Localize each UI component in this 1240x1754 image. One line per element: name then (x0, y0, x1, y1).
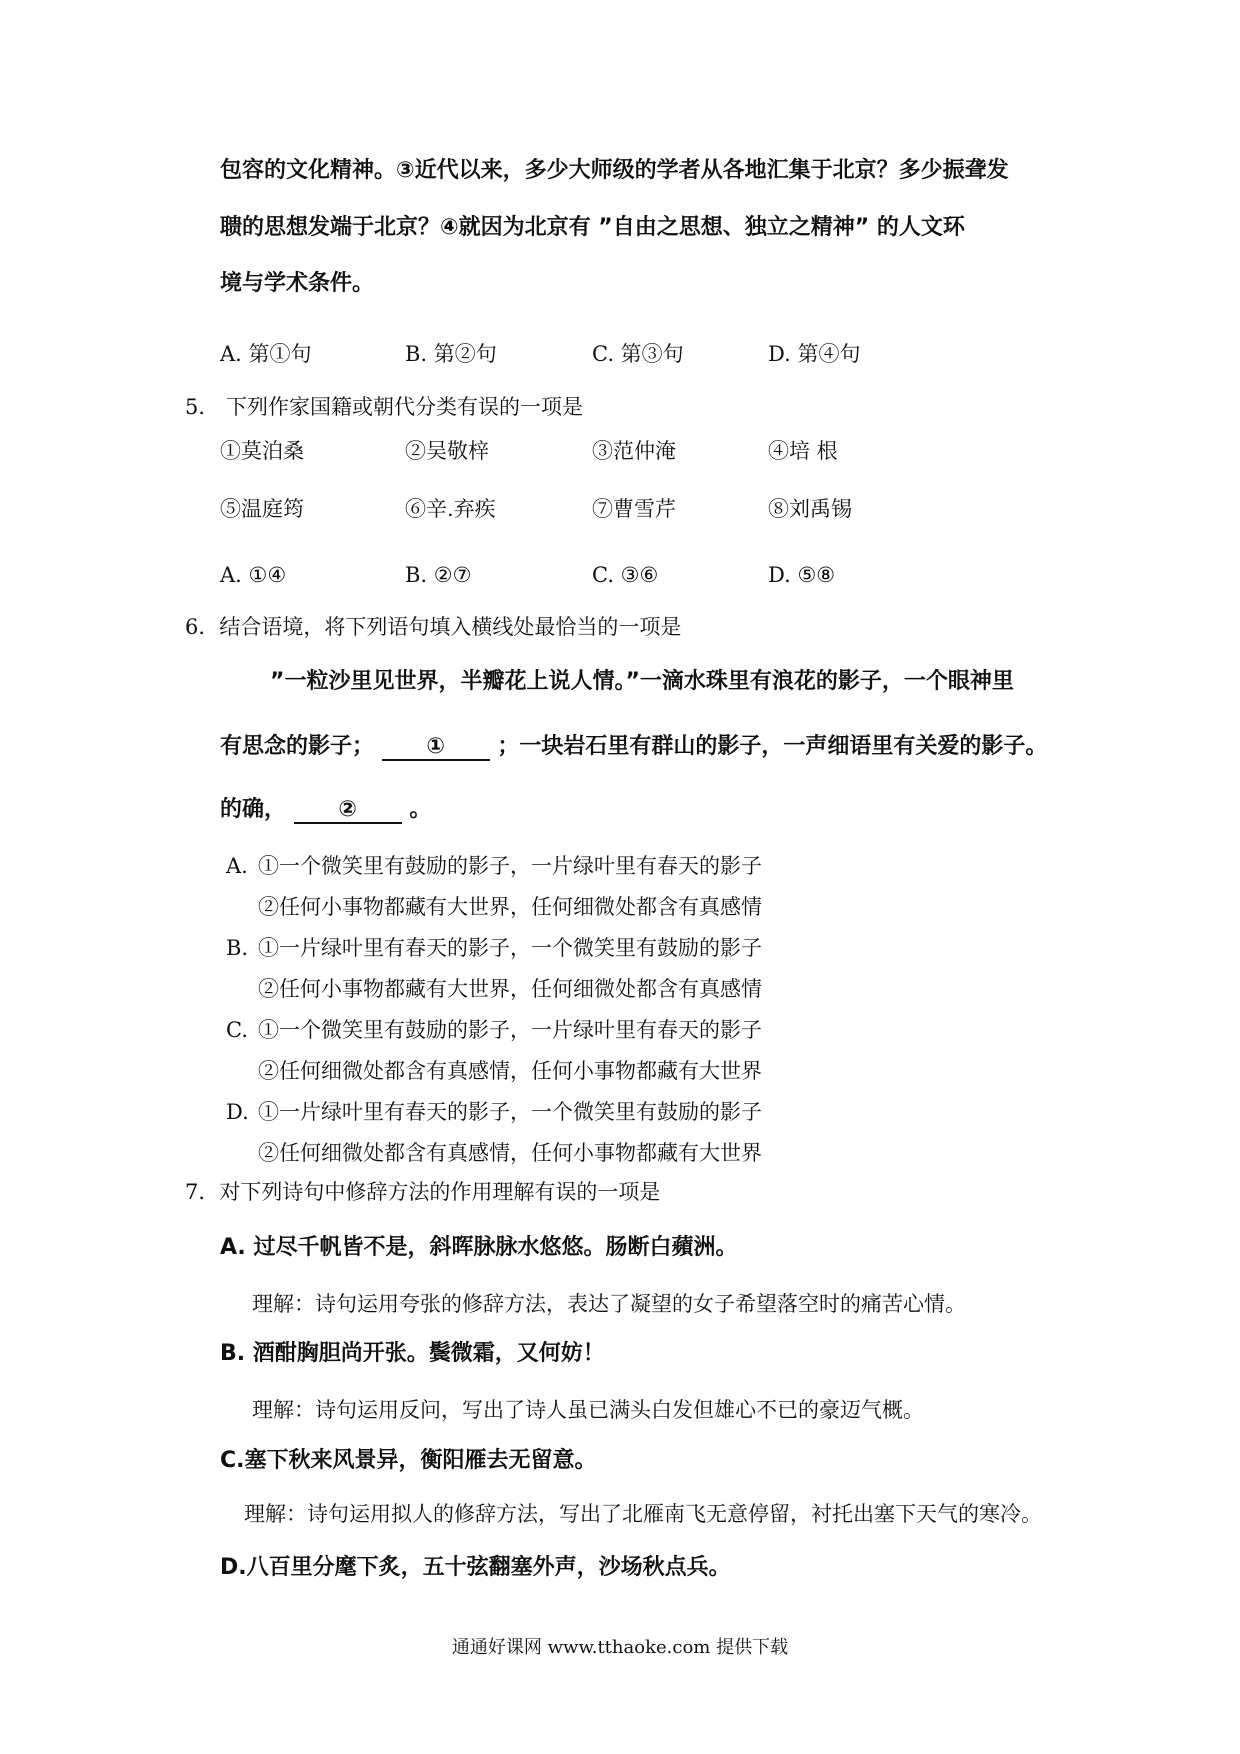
q7-option-d-poem: D.八百里分麾下炙，五十弦翻塞外声，沙场秋点兵。 (220, 1555, 731, 1580)
q5-item-7: ⑦曹雪芹 (592, 497, 676, 521)
q6-option-c-line-2: ②任何细微处都含有真感情，任何小事物都藏有大世界 (258, 1059, 762, 1083)
q5-stem: 5． 下列作家国籍或朝代分类有误的一项是 (185, 395, 584, 419)
q7-option-b-note: 理解：诗句运用反问，写出了诗人虽已满头白发但雄心不已的豪迈气概。 (252, 1398, 924, 1422)
q6-option-d-line-2: ②任何细微处都含有真感情，任何小事物都藏有大世界 (258, 1141, 762, 1165)
q6-blank-1: ① (382, 735, 490, 761)
q6-text-before-blank-1: 有思念的影子； (220, 734, 375, 759)
q6-option-b-label: B. (226, 936, 249, 960)
q6-stem: 6．结合语境，将下列语句填入横线处最恰当的一项是 (185, 615, 682, 639)
q6-option-a-label: A. (226, 854, 248, 878)
q5-option-a: A. ①④ (220, 563, 287, 587)
q5-option-b: B. ②⑦ (405, 563, 472, 587)
passage-line-1: 包容的文化精神。③近代以来，多少大师级的学者从各地汇集于北京？多少振聋发 (220, 158, 1009, 183)
q6-passage-line-3 (220, 796, 431, 824)
passage-line-3: 境与学术条件。 (220, 271, 375, 296)
q6-blank-2: ② (294, 798, 402, 824)
q5-option-d: D. ⑤⑧ (768, 563, 836, 587)
q6-option-d-line-1: ①一片绿叶里有春天的影子，一个微笑里有鼓励的影子 (258, 1100, 762, 1124)
passage-line-2: 聩的思想发端于北京？④就因为北京有 ”自由之思想、独立之精神” 的人文环 (220, 215, 965, 240)
q6-passage-line-1: ”一粒沙里见世界，半瓣花上说人情。”一滴水珠里有浪花的影子，一个眼神里 (270, 669, 1014, 694)
q7-option-a-note: 理解：诗句运用夸张的修辞方法，表达了凝望的女子希望落空时的痛苦心情。 (252, 1292, 966, 1316)
q6-passage-line-2 (220, 733, 1047, 761)
q5-item-6: ⑥辛.弃疾 (405, 497, 496, 521)
q7-option-a-poem: A. 过尽千帆皆不是，斜晖脉脉水悠悠。肠断白蘋洲。 (220, 1235, 738, 1260)
q7-option-c-note: 理解：诗句运用拟人的修辞方法，写出了北雁南飞无意停留，衬托出塞下天气的寒冷。 (244, 1502, 1042, 1526)
q6-option-c-line-1: ①一个微笑里有鼓励的影子，一片绿叶里有春天的影子 (258, 1018, 762, 1042)
q7-option-c-poem: C.塞下秋来风景异，衡阳雁去无留意。 (220, 1448, 597, 1473)
q6-text-before-blank-2: 的确， (220, 797, 287, 822)
q4-option-c: C. 第③句 (592, 342, 684, 366)
q6-option-a-line-2: ②任何小事物都藏有大世界，任何细微处都含有真感情 (258, 895, 762, 919)
q7-stem: 7．对下列诗句中修辞方法的作用理解有误的一项是 (185, 1180, 661, 1204)
q5-option-c: C. ③⑥ (592, 563, 659, 587)
q5-item-4: ④培 根 (768, 439, 838, 463)
q7-option-b-poem: B. 酒酣胸胆尚开张。鬓微霜，又何妨！ (220, 1341, 605, 1366)
q5-item-5: ⑤温庭筠 (220, 497, 304, 521)
q4-option-a: A. 第①句 (220, 342, 312, 366)
q6-option-b-line-1: ①一片绿叶里有春天的影子，一个微笑里有鼓励的影子 (258, 936, 762, 960)
q6-option-c-label: C. (226, 1018, 248, 1042)
page-footer: 通通好课网 www.tthaoke.com 提供下载 (451, 1637, 789, 1658)
q4-option-b: B. 第②句 (405, 342, 497, 366)
q6-option-b-line-2: ②任何小事物都藏有大世界，任何细微处都含有真感情 (258, 977, 762, 1001)
q5-item-3: ③范仲淹 (592, 439, 676, 463)
q6-text-after-blank-1: ；一块岩石里有群山的影子，一声细语里有关爱的影子。 (497, 734, 1048, 759)
q5-item-8: ⑧刘禹锡 (768, 497, 852, 521)
q6-option-d-label: D. (226, 1100, 249, 1124)
q4-option-d: D. 第④句 (768, 342, 861, 366)
q5-item-2: ②吴敬梓 (405, 439, 489, 463)
q6-text-after-blank-2: 。 (409, 797, 432, 822)
q6-option-a-line-1: ①一个微笑里有鼓励的影子，一片绿叶里有春天的影子 (258, 854, 762, 878)
q5-item-1: ①莫泊桑 (220, 439, 304, 463)
